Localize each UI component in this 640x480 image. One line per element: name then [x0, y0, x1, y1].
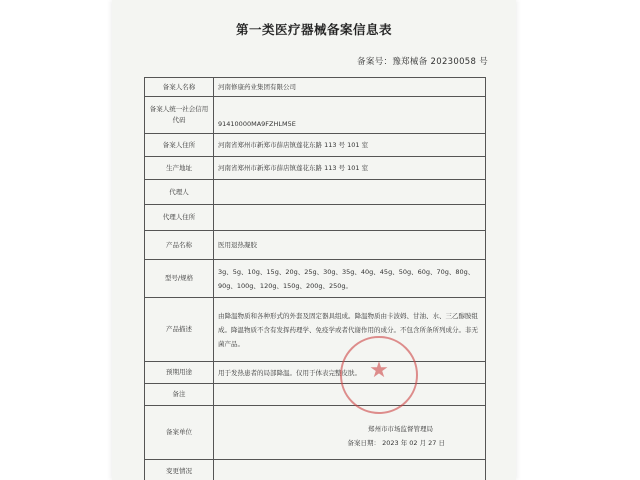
value-model-spec: 3g、5g、10g、15g、20g、25g、30g、35g、40g、45g、50g、60g、70g、80g、90g、100g、120g、150g、200g、250g。: [214, 260, 486, 298]
label-credit-code: 备案人统一社会信用代码: [145, 97, 214, 134]
value-agent: [214, 180, 486, 205]
label-production-address: 生产地址: [145, 157, 214, 180]
label-model-spec: 型号/规格: [145, 260, 214, 298]
value-filing-unit: [214, 406, 486, 460]
label-agent-address: 代理人住所: [145, 205, 214, 231]
label-product-description: 产品描述: [145, 298, 214, 362]
label-filing-unit: 备案单位: [145, 406, 214, 460]
value-intended-use: 用于发热患者的局部降温。仅用于体表完整皮肤。: [214, 362, 486, 384]
label-product-name: 产品名称: [145, 231, 214, 260]
credit-code-text: 91410000MA9FZHLM5E: [218, 120, 296, 128]
table-row: [145, 157, 486, 180]
record-date: 备案日期： 2023 年 02 月 27 日: [347, 438, 445, 447]
info-table: [144, 77, 486, 480]
label-agent: 代理人: [145, 180, 214, 205]
page-title: 第一类医疗器械备案信息表: [235, 22, 392, 37]
label-applicant-name: 备案人名称: [145, 78, 214, 97]
table-row: [145, 384, 486, 406]
seal-star-icon: ★: [369, 358, 389, 383]
table-row: [145, 78, 486, 97]
value-applicant-address: 河南省郑州市新郑市薛店镇莲花东路 113 号 101 室: [214, 134, 486, 157]
table-row: [145, 260, 486, 298]
record-number: 备案号：豫郑械备 20230058 号: [357, 57, 488, 67]
table-row: [145, 205, 486, 231]
value-production-address: 河南省郑州市新郑市薛店镇莲花东路 113 号 101 室: [214, 157, 486, 180]
official-seal: [340, 336, 418, 414]
label-change-status: 变更情况: [145, 460, 214, 480]
table-row: [145, 231, 486, 260]
table-row: [145, 362, 486, 384]
label-intended-use: 预期用途: [145, 362, 214, 384]
table-row: [145, 298, 486, 362]
label-remarks: 备注: [145, 384, 214, 406]
value-change-status: [214, 460, 486, 480]
table-row: [145, 406, 486, 460]
table-row: [145, 460, 486, 480]
value-agent-address: [214, 205, 486, 231]
table-row: [145, 134, 486, 157]
table-row: [145, 180, 486, 205]
issuer-name: 郑州市市场监督管理局: [368, 424, 433, 433]
record-document: [112, 0, 516, 480]
table-row: [145, 97, 486, 134]
value-product-description: 由降温物质和各种形式的外套及固定器具组成。降温物质由卡波姆、甘油、水、三乙醇胺组成。降温物质不含有发挥药理学、免疫学或者代谢作用的成分。不包含所条所列成分。非无菌产品。: [214, 298, 486, 362]
label-applicant-address: 备案人住所: [145, 134, 214, 157]
value-applicant-name: 河南修康药业集团有限公司: [214, 78, 486, 97]
value-credit-code: [214, 97, 486, 134]
value-product-name: 医用退热凝胶: [214, 231, 486, 260]
